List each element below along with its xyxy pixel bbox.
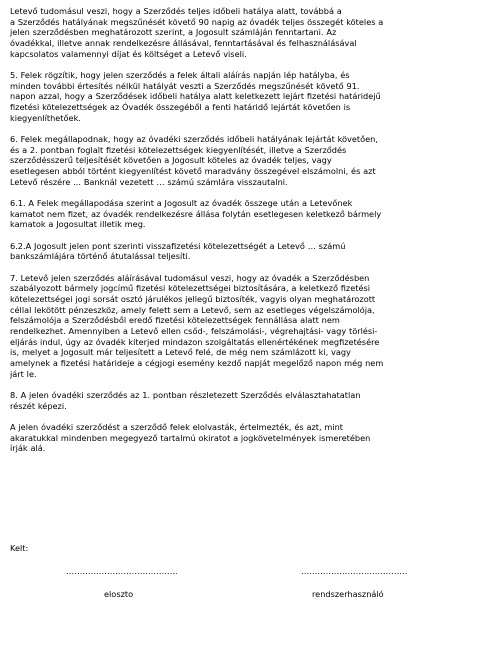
signature-label-right: rendszerhasználó bbox=[312, 589, 384, 599]
paragraph-6: 6. Felek megállapodnak, hogy az óvadéki szerződés időbeli hatályának lejártát követően, és a 2. pontban foglalt fizetési kötelezettségek kiegyenlítését, illetve a Szerződés szerződésszerű teljesítését követően a Jogosult köteles az óvadék teljes, vagy esetlegesen abból történt kiegyenlítést követő maradvány összegével elszámolni, és azt Letevő részére ... Banknál vezetett … számú számlára visszautalni. bbox=[10, 134, 378, 187]
paragraph-intro: Letevő tudomásul veszi, hogy a Szerződés teljes időbeli hatálya alatt, továbbá a a Szerződés hatályának megszűnését követő 90 napig az óvadék teljes összegét köteles a jelen szerződésben meghatározott szerint, a Jogosult számláján fenntartani. Az óvadékkal, illetve annak rendelkezésre állásával, fenntartásával és felhasználásával kapcsolatos valamennyi díjat és költséget a Letevő viseli. bbox=[10, 6, 384, 59]
paragraph-7: 7. Letevő jelen szerződés aláírásával tudomásul veszi, hogy az óvadék a Szerződésben szabályozott bármely jogcímű fizetési kötelezettségei biztosítására, a keletkező fizetési kötelezettségei jogi sorsát osztó járulékos jellegű biztosíték, vagyis olyan meghatározott céllal lekötött pénzeszköz, amely felett sem a Letevő, sem az esetleges végelszámolója, felszámolója a Szerződésből eredő fizetési kötelezettségek fennállása alatt nem rendelkezhet. Amennyiben a Letevő ellen csőd-, felszámolási-, végrehajtási- vagy törlési- eljárás indul, úgy az óvadék kiterjed mindazon szolgáltatás ellenértékének megfizetésére is, melyet a Jogosult már teljesített a Letevő felé, de még nem számlázott ki, vagy amelynek a fizetési határideje a cégjogi esemény kezdő napját megelőző napon még nem járt le. bbox=[10, 272, 384, 379]
paragraph-5: 5. Felek rögzítik, hogy jelen szerződés a felek általi aláírás napján lép hatályba, és minden további értesítés nélkül hatályát veszti a Szerződés megszűnését követő 91. napon azzal, hogy a Szerződések időbeli hatálya alatt keletkezett lejárt fizetési határidejű fizetési kötelezettségek az Óvadék összegéből a fenti határidő lejártát követően is kiegyenlíthetőek. bbox=[10, 70, 381, 123]
paragraph-6-2: 6.2.A Jogosult jelen pont szerinti visszafizetési kötelezettségét a Letevő … számú bankszámlájára történő átutalással teljesíti. bbox=[10, 240, 346, 262]
paragraph-6-1: 6.1. A Felek megállapodása szerint a Jogosult az óvadék összege után a Letevőnek kamatot nem fizet, az óvadék rendelkezésre állása folytán esetlegesen keletkező bármely kamatok a Jogosultat illetik meg. bbox=[10, 198, 382, 230]
signature-line-left: ………………………………….. bbox=[66, 566, 178, 576]
document-body bbox=[10, 6, 472, 465]
paragraph-closing: A jelen óvadéki szerződést a szerződő felek elolvasták, értelmezték, és azt, mint akaratukkal mindenben megegyező tartalmú okiratot a jogkövetelmények ismeretében írják alá. bbox=[10, 422, 371, 454]
place-date-label: Kelt: bbox=[10, 543, 29, 553]
signature-label-left: eloszto bbox=[104, 589, 134, 599]
paragraph-8: 8. A jelen óvadéki szerződés az 1. pontban részletezett Szerződés elválasztahatatlan részét képezi. bbox=[10, 390, 361, 411]
signature-line-right: ………………………………… bbox=[301, 566, 408, 576]
